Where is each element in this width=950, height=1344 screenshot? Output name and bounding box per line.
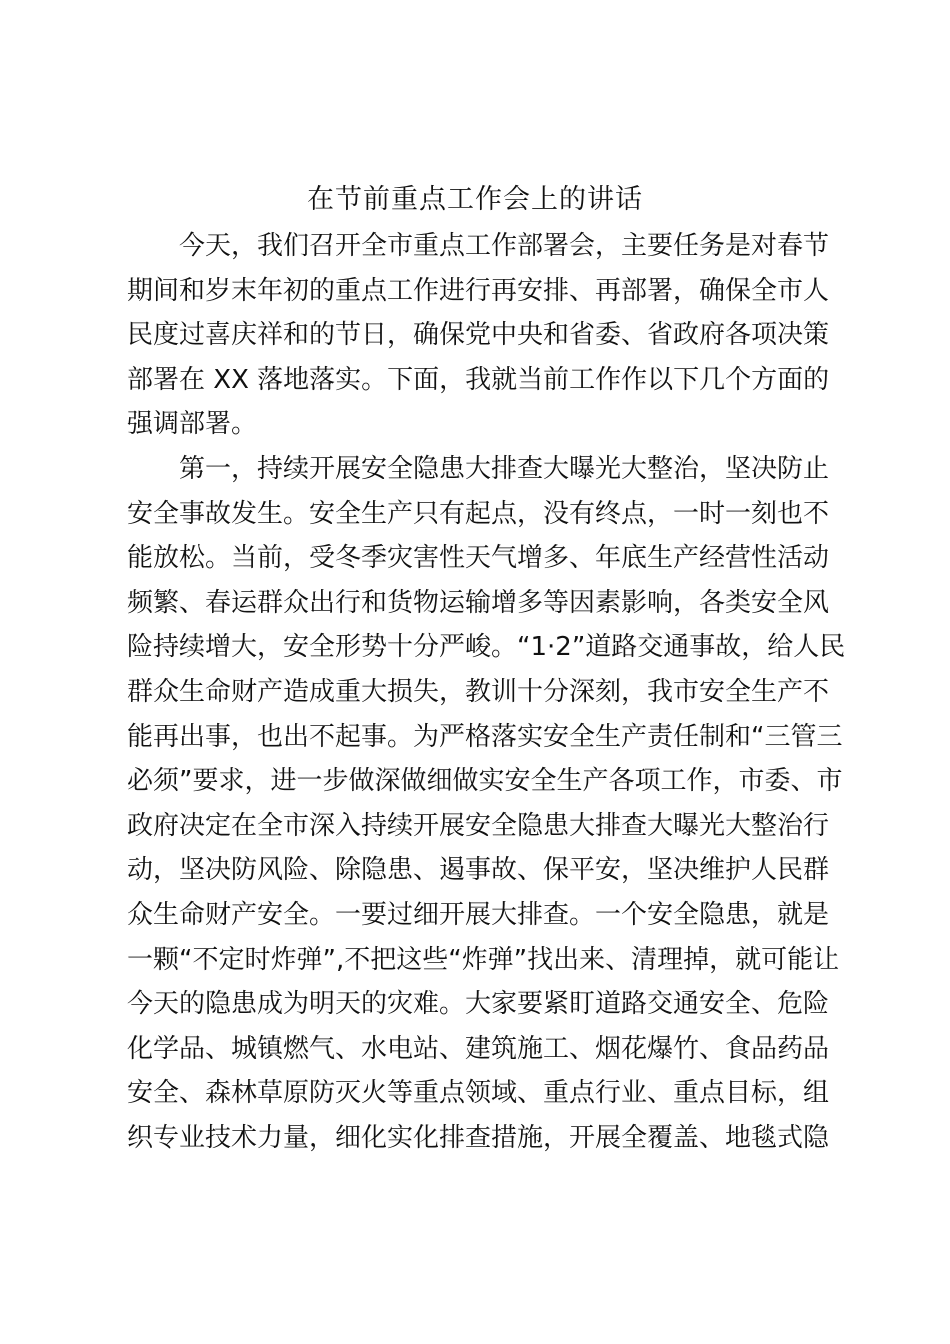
text-line: 政府决定在全市深入持续开展安全隐患大排查大曝光大整治行: [127, 810, 830, 841]
text-line: 必须”要求，进一步做深做细做实安全生产各项工作，市委、市: [127, 766, 843, 797]
paragraph: [127, 224, 847, 447]
text-line: 强调部署。: [127, 409, 258, 440]
text-line: 群众生命财产造成重大损失，教训十分深刻，我市安全生产不: [127, 676, 830, 707]
text-line: 今天，我们召开全市重点工作部署会，主要任务是对春节: [179, 231, 830, 261]
text-line: 第一，持续开展安全隐患大排查大曝光大整治，坚决防止: [179, 453, 830, 484]
text-line: 织专业技术力量，细化实化排查措施，开展全覆盖、地毯式隐: [127, 1122, 830, 1153]
text-line: 动，坚决防风险、除隐患、遏事故、保平安，坚决维护人民群: [127, 855, 830, 886]
text-line: 期间和岁末年初的重点工作进行再安排、再部署，确保全市人: [127, 275, 830, 306]
text-line: 能放松。当前，受冬季灾害性天气增多、年底生产经营性活动: [127, 543, 830, 574]
text-line: 化学品、城镇燃气、水电站、建筑施工、烟花爆竹、食品药品: [127, 1033, 830, 1064]
text-line: 部署在 XX 落地落实。下面，我就当前工作作以下几个方面的: [127, 364, 830, 395]
text-line: 安全事故发生。安全生产只有起点，没有终点，一时一刻也不: [127, 498, 830, 529]
text-line: 众生命财产安全。一要过细开展大排查。一个安全隐患，就是: [127, 899, 830, 930]
text-line: 今天的隐患成为明天的灾难。大家要紧盯道路交通安全、危险: [127, 989, 830, 1020]
text-line: 民度过喜庆祥和的节日，确保党中央和省委、省政府各项决策: [127, 320, 830, 351]
text-line: 安全、森林草原防灭火等重点领域、重点行业、重点目标，组: [127, 1078, 830, 1109]
document-title: 在节前重点工作会上的讲话: [307, 184, 643, 215]
text-line: 险持续增大，安全形势十分严峻。“1·2”道路交通事故，给人民: [127, 632, 846, 663]
paragraph: [127, 447, 847, 1161]
text-line: 频繁、春运群众出行和货物运输增多等因素影响，各类安全风: [127, 587, 830, 618]
document-body: [127, 224, 847, 1160]
text-line: 一颗“不定时炸弹”,不把这些“炸弹”找出来、清理掉，就可能让: [127, 944, 840, 975]
text-line: 能再出事，也出不起事。为严格落实安全生产责任制和“三管三: [127, 721, 843, 752]
